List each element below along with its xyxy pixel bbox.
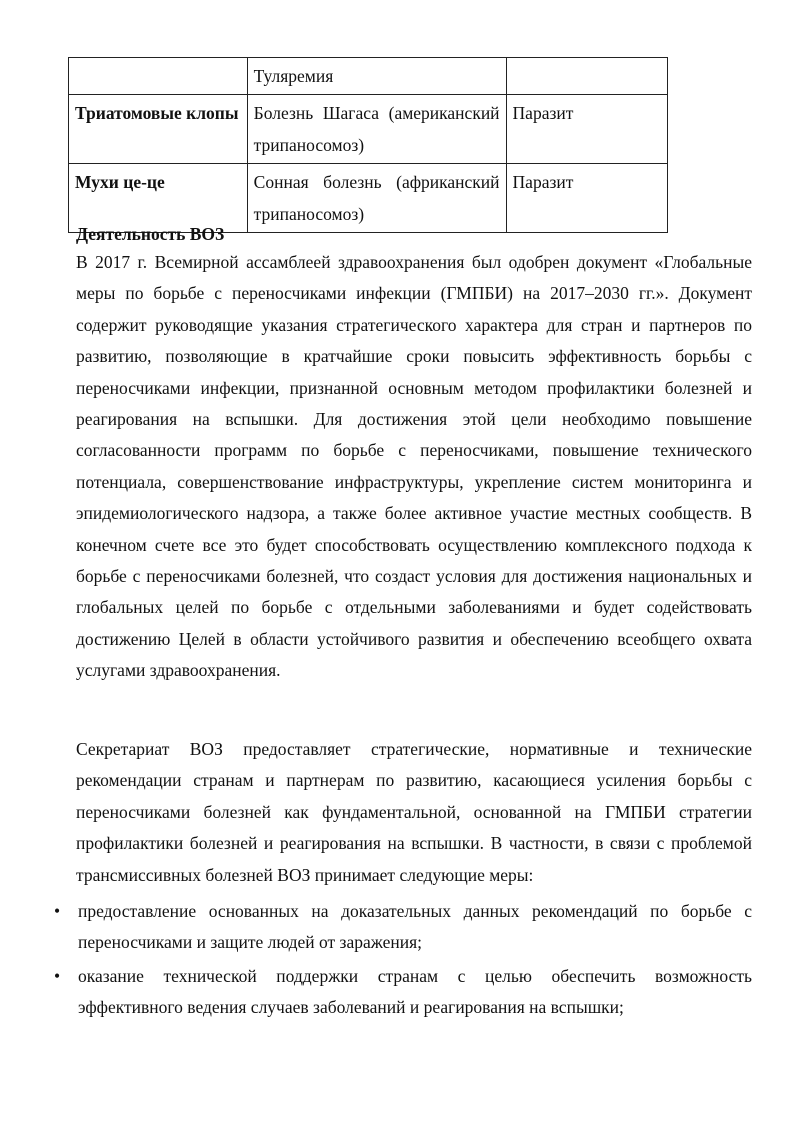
vector-cell — [69, 58, 248, 95]
table-row — [69, 58, 668, 95]
pathogen-type-cell: Паразит — [506, 95, 667, 164]
disease-cell: Туляремия — [247, 58, 506, 95]
measures-list — [46, 896, 752, 1026]
table-row — [69, 95, 668, 164]
bullet-icon: • — [54, 965, 61, 986]
paragraph: В 2017 г. Всемирной ассамблеей здравоохранения был одобрен документ «Глобальные меры по борьбе с переносчиками инфекции (ГМПБИ) на 2017–2030 гг.». Документ содержит руководящие указания стратегического характера для стран и партнеров по развитию, позволяющие в кратчайшие сроки повысить эффективность борьбы с переносчиками инфекции, признанной основным методом профилактики болезней и реагирования на вспышки. Для достижения этой цели необходимо повышение согласованности программ по борьбе с переносчиками, повышение технического потенциала, совершенствование инфраструктуры, укрепление систем мониторинга и эпидемиологического надзора, а также более активное участие местных сообществ. В конечном счете все это будет способствовать осуществлению комплексного подхода к борьбе с переносчиками болезней, что создаст условия для достижения национальных и глобальных целей по борьбе с отдельными заболеваниями и будет содействовать достижению Целей в области устойчивого развития и обеспечению всеобщего охвата услугами здравоохранения. — [76, 252, 752, 681]
paragraph: Секретариат ВОЗ предоставляет стратегические, нормативные и технические рекомендации странам и партнерам по развитию, касающиеся усиления борьбы с переносчиками болезней как фундаментальной, основанной на ГМПБИ стратегии профилактики болезней и реагирования на вспышки. В частности, в связи с проблемой трансмиссивных болезней ВОЗ принимает следующие меры: — [76, 739, 752, 885]
list-item — [46, 961, 752, 1024]
bullet-icon: • — [54, 901, 61, 921]
pathogen-type-cell: Паразит — [506, 164, 667, 233]
vector-cell: Мухи це-це — [69, 164, 248, 233]
list-item-text: оказание технической поддержки странам с целью обеспечить возможность эффективного ведения случаев заболеваний и реагирования на вспышки; — [78, 965, 752, 1018]
list-item — [46, 896, 752, 959]
vector-cell: Триатомовые клопы — [69, 95, 248, 164]
pathogen-type-cell — [506, 58, 667, 95]
vectors-table — [68, 57, 668, 233]
section-heading: Деятельность ВОЗ — [76, 224, 225, 244]
list-item-text: предоставление основанных на доказательных данных рекомендаций по борьбе с переносчиками и защите людей от заражения; — [78, 901, 752, 953]
disease-cell: Болезнь Шагаса (американский трипаносомоз) — [247, 95, 506, 164]
disease-cell: Сонная болезнь (африканский трипаносомоз) — [247, 164, 506, 233]
